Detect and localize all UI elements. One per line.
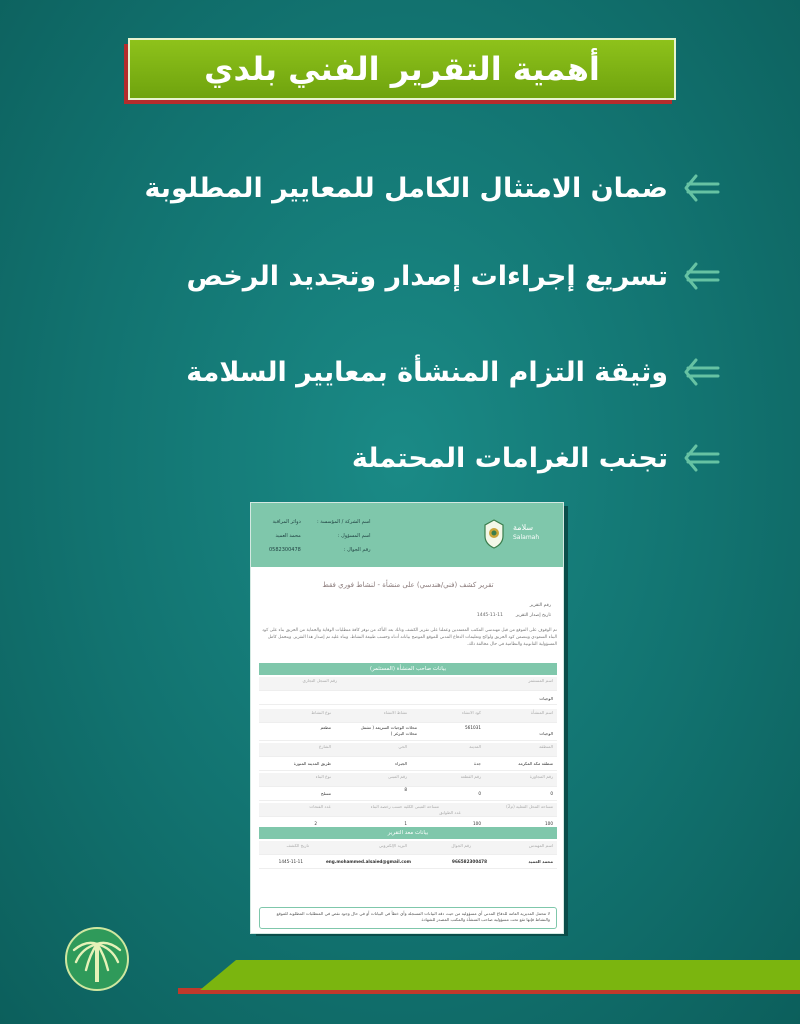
cell-value: محمد العميد	[528, 859, 553, 864]
cell-label: عدد الطوابق	[439, 810, 461, 815]
title-banner-box	[128, 38, 676, 100]
double-arrow-left-icon	[682, 172, 722, 204]
cell-value: طريق المدينة المنورة	[293, 761, 331, 766]
cell-label: رقم المجاورة	[529, 774, 553, 779]
table-row	[259, 757, 557, 771]
cell-value: الوجبات	[539, 696, 553, 701]
cell-value: مسلح	[320, 791, 331, 796]
official-label: اسم المسؤول :	[337, 533, 371, 539]
bottom-accent-green	[200, 960, 800, 990]
table-row	[259, 723, 557, 741]
cell-value: 0	[478, 791, 481, 796]
palm-tree-logo-icon	[64, 926, 130, 992]
table-row	[259, 803, 557, 817]
cell-value: 2	[314, 821, 317, 826]
cell-label: نوع النشاط	[311, 710, 331, 715]
benefit-item	[120, 344, 730, 400]
cell-value: محلات الوجبات السريعة ( تشمل محلات البرغر )	[360, 725, 417, 736]
cell-label: اسم المهندس	[528, 843, 553, 848]
section-preparer-header: بيانات معد التقرير	[259, 827, 557, 839]
cell-label: مساحة المحل الفعلية (م2)	[506, 804, 553, 809]
report-date-label: تاريخ إصدار التقرير	[515, 613, 551, 618]
cell-label: تاريخ الكشف	[286, 843, 309, 848]
table-row	[259, 841, 557, 855]
cell-value: 100	[545, 821, 553, 826]
benefit-text: وثيقة التزام المنشأة بمعايير السلامة	[186, 356, 668, 388]
cell-value: 1445-11-11	[278, 859, 303, 864]
table-row	[259, 691, 557, 705]
report-number-label: رقم التقرير	[529, 603, 551, 608]
cell-label: رقم المبنى	[387, 774, 407, 779]
cell-label: مساحة المبنى الكلية حسب رخصة البناء	[370, 804, 439, 809]
double-arrow-left-icon	[682, 260, 722, 292]
cell-value: 561031	[465, 725, 481, 730]
double-arrow-left-icon	[682, 356, 722, 388]
cell-label: الشارع	[319, 744, 331, 749]
cell-label: المدينة	[469, 744, 481, 749]
report-date-value: 1445-11-11	[476, 613, 503, 618]
benefit-text: تسريع إجراءات إصدار وتجديد الرخص	[186, 260, 668, 292]
document-meta-labels	[317, 519, 371, 561]
cell-label: نوع البناء	[315, 774, 331, 779]
cell-label: المنطقة	[539, 744, 553, 749]
salamah-emblem-icon	[483, 519, 505, 549]
cell-value: eng.mohammed.alsaied@gmail.com	[325, 859, 411, 864]
title-banner	[128, 38, 676, 106]
cell-label: رقم الجوال	[451, 843, 471, 848]
cell-value: 100	[473, 821, 481, 826]
brand-name-ar: سلامة	[513, 523, 534, 532]
document-meta-values	[269, 519, 301, 561]
cell-value: 1	[404, 821, 407, 826]
table-row	[259, 855, 557, 869]
document-disclaimer: لا تتحمل المديرية العامة للدفاع المدني أي مسؤولية من حيث دقة البيانات المسجلة وأي خطأ في البيانات أو في حال وجود نقص في المتطلبات المطلوبة للموقع والنشاط فإنها تقع تحت مسؤولية صاحب المنشأة والمكتب المصدر للشهادة	[259, 907, 557, 929]
cell-value: جدة	[474, 761, 481, 766]
official-value: محمد العميد	[275, 533, 301, 539]
document-paragraph: تم الوقوف على الموقع من قبل مهندسي المكتب المعتمدين وعملنا على تقرير الكشف وذلك بعد التأكد من توفر كافة متطلبات الوقاية والحماية من الحريق بناء على كود البناء السعودي ويتضمن كود الحريق ولوائح وتعليمات الدفاع المدني للموقع الموضح بياناته أدناه وحسب طبيعة النشاط. وبناء عليه تم إصدار هذا التقرير. ويتحمل كامل المسؤولية القانونية والنظامية في حال مخالفة ذلك.	[262, 628, 557, 647]
table-row	[259, 677, 557, 691]
benefit-text: ضمان الامتثال الكامل للمعايير المطلوبة	[144, 172, 668, 204]
cell-value: منطقة مكة المكرمة	[518, 761, 553, 766]
company-label: اسم الشركة / المؤسسة :	[317, 519, 371, 525]
report-document	[250, 502, 564, 934]
table-row	[259, 787, 557, 801]
company-value: دوائر المراقبة	[272, 519, 301, 525]
document-title: تقرير كشف (فني/هندسي) على منشأة - لنشاط فوري فقط	[322, 581, 494, 589]
cell-label: رقم القطعة	[460, 774, 481, 779]
cell-label: كود الانشاء	[461, 710, 481, 715]
benefit-item	[120, 248, 730, 304]
benefit-item	[120, 430, 730, 486]
benefit-item	[120, 160, 730, 216]
benefit-text: تجنب الغرامات المحتملة	[351, 442, 668, 474]
section-owner-header: بيانات صاحب المنشأة (المستثمر)	[259, 663, 557, 675]
mobile-label: رقم الجوال :	[343, 547, 371, 553]
table-row	[259, 773, 557, 787]
cell-value: 8	[404, 787, 407, 792]
cell-value: 0	[550, 791, 553, 796]
cell-value: 966582300478	[452, 859, 487, 864]
cell-value: الجبراء	[395, 761, 407, 766]
cell-value: الوجبات	[539, 731, 553, 736]
cell-label: اسم المستثمر	[528, 678, 553, 683]
document-header	[251, 503, 564, 567]
cell-label: نشاط الانشاء	[383, 710, 407, 715]
double-arrow-left-icon	[682, 442, 722, 474]
table-row	[259, 743, 557, 757]
page-title: أهمية التقرير الفني بلدي	[204, 50, 600, 88]
cell-label: عدد الفتحات	[309, 804, 331, 809]
mobile-value: 0582300478	[269, 547, 301, 553]
table-row	[259, 709, 557, 723]
brand-name-en: Salamah	[513, 534, 540, 541]
cell-label: اسم المنشأة	[530, 710, 553, 715]
cell-label: الحي	[398, 744, 407, 749]
cell-label: البريد الإلكتروني	[378, 843, 407, 848]
cell-value: مطعم	[320, 725, 331, 730]
cell-label: رقم السجل التجاري	[302, 678, 337, 683]
